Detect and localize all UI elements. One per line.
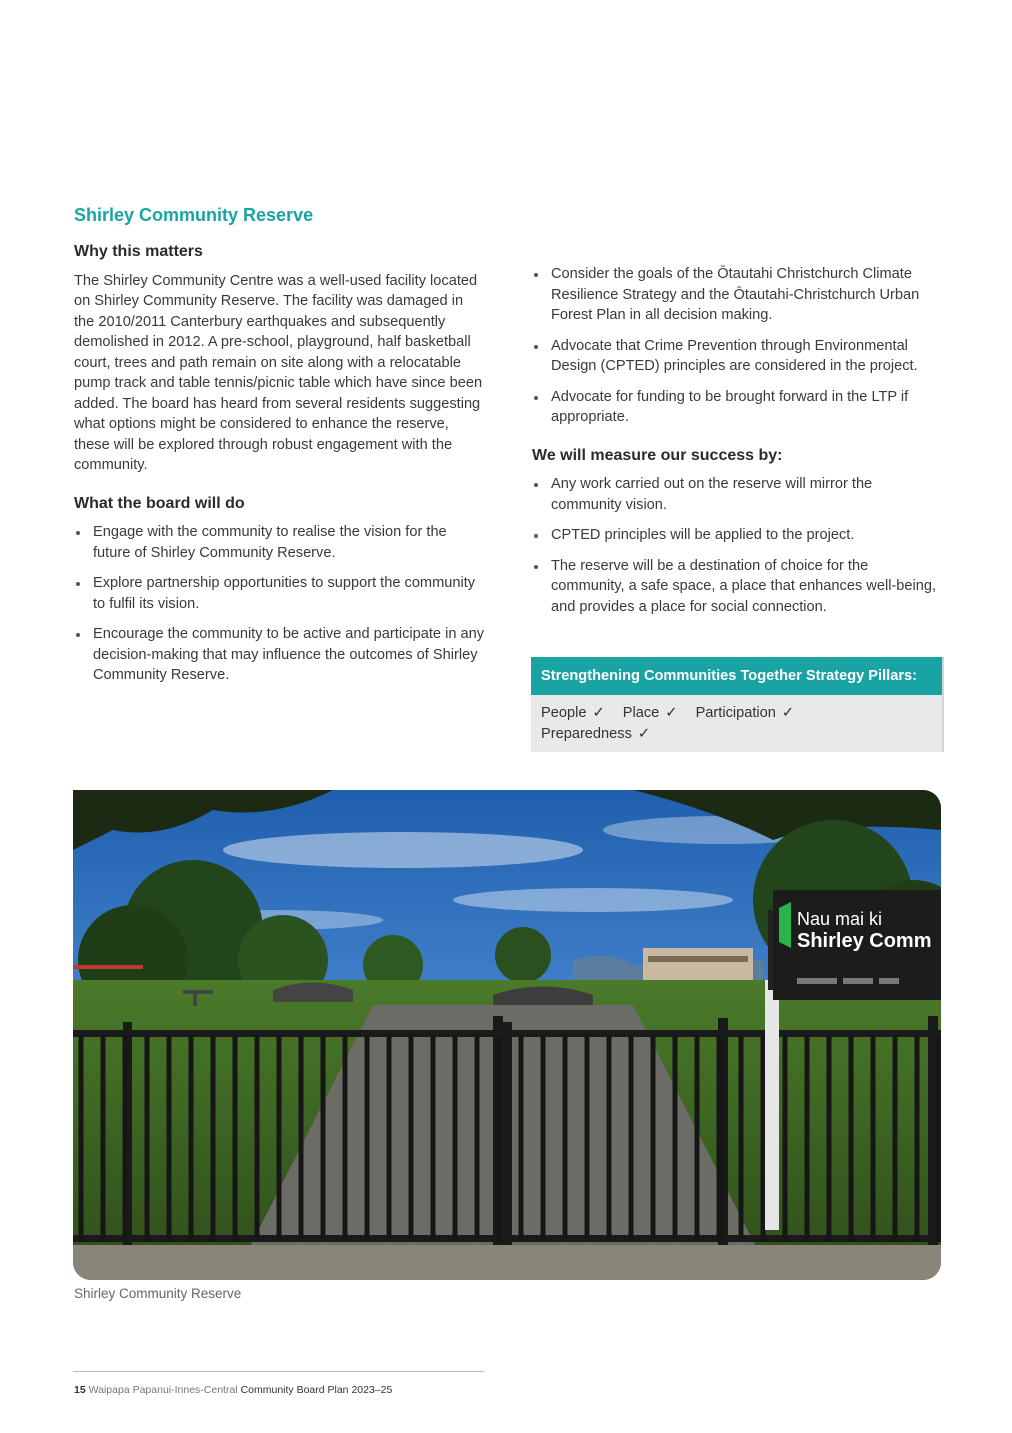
why-paragraph: The Shirley Community Centre was a well-used facility located on Shirley Community Reserve. The facility was damaged in the 2010/2011 Canterbury earthquakes and subsequently demolished in 2012. A pre-school, playground, half basketball court, trees and path remain on site along with a relocatable pump track and table tennis/picnic table which have since been added. The board has heard from several residents suggesting what options might be considered to enhance the reserve, these will be explored through robust engagement with the community. — [74, 272, 483, 473]
pillar-label: Place — [622, 705, 660, 721]
page-number: 15 — [74, 1384, 86, 1396]
pillar-people — [541, 703, 605, 724]
plan-title: Community Board Plan 2023–25 — [240, 1384, 393, 1396]
check-icon: ✓ — [637, 725, 651, 742]
check-icon: ✓ — [665, 705, 678, 721]
right-column — [532, 264, 942, 627]
footer-divider — [73, 1371, 484, 1372]
board-will-do-heading: What the board will do — [74, 494, 245, 512]
pillar-label: Participation — [695, 705, 776, 721]
pillar-place — [623, 703, 678, 724]
why-heading: Why this matters — [74, 243, 203, 260]
list-item: CPTED principles will be applied to the project. — [532, 525, 942, 546]
pillar-participation — [696, 703, 795, 724]
list-item: Encourage the community to be active and participate in any decision-making that may influence the outcomes of Shirley Community Reserve. — [74, 624, 486, 686]
pillars-heading: Strengthening Communities Together Strategy Pillars: — [531, 657, 942, 695]
list-item: Engage with the community to realise the vision for the future of Shirley Community Reserve. — [74, 522, 486, 563]
pillars-list — [531, 695, 942, 752]
pillar-label: Preparedness — [541, 725, 632, 742]
list-item: The reserve will be a destination of choice for the community, a safe space, a place that enhances well-being, and provides a place for social connection. — [532, 556, 942, 618]
reserve-photo — [73, 790, 941, 1280]
board-name: Waipapa Papanui-Innes-Central — [88, 1384, 238, 1396]
sign-line-1: Nau mai ki — [797, 909, 883, 929]
photo-caption: Shirley Community Reserve — [74, 1286, 242, 1301]
page-footer — [74, 1384, 392, 1396]
reserve-photo-illustration — [73, 790, 941, 1280]
list-item: Any work carried out on the reserve will mirror the community vision. — [532, 474, 942, 515]
strategy-pillars-box — [531, 657, 944, 752]
section-title: Shirley Community Reserve — [74, 205, 314, 225]
list-item: Advocate that Crime Prevention through Environmental Design (CPTED) principles are considered in the project. — [532, 336, 942, 377]
board-will-do-list — [74, 522, 486, 686]
sign-line-2: Shirley Comm — [797, 930, 932, 952]
list-item: Advocate for funding to be brought forward in the LTP if appropriate. — [532, 387, 942, 428]
check-icon: ✓ — [592, 705, 605, 721]
board-actions-continued — [532, 264, 942, 428]
measure-heading: We will measure our success by: — [532, 446, 783, 464]
pillar-preparedness — [541, 724, 650, 745]
left-column — [74, 242, 486, 696]
pillar-label: People — [541, 705, 587, 721]
list-item: Explore partnership opportunities to support the community to fulfil its vision. — [74, 573, 486, 614]
measure-list — [532, 474, 942, 617]
list-item: Consider the goals of the Ōtautahi Christchurch Climate Resilience Strategy and the Ōtautahi-Christchurch Urban Forest Plan in all decision making. — [532, 264, 942, 326]
check-icon: ✓ — [781, 705, 795, 721]
